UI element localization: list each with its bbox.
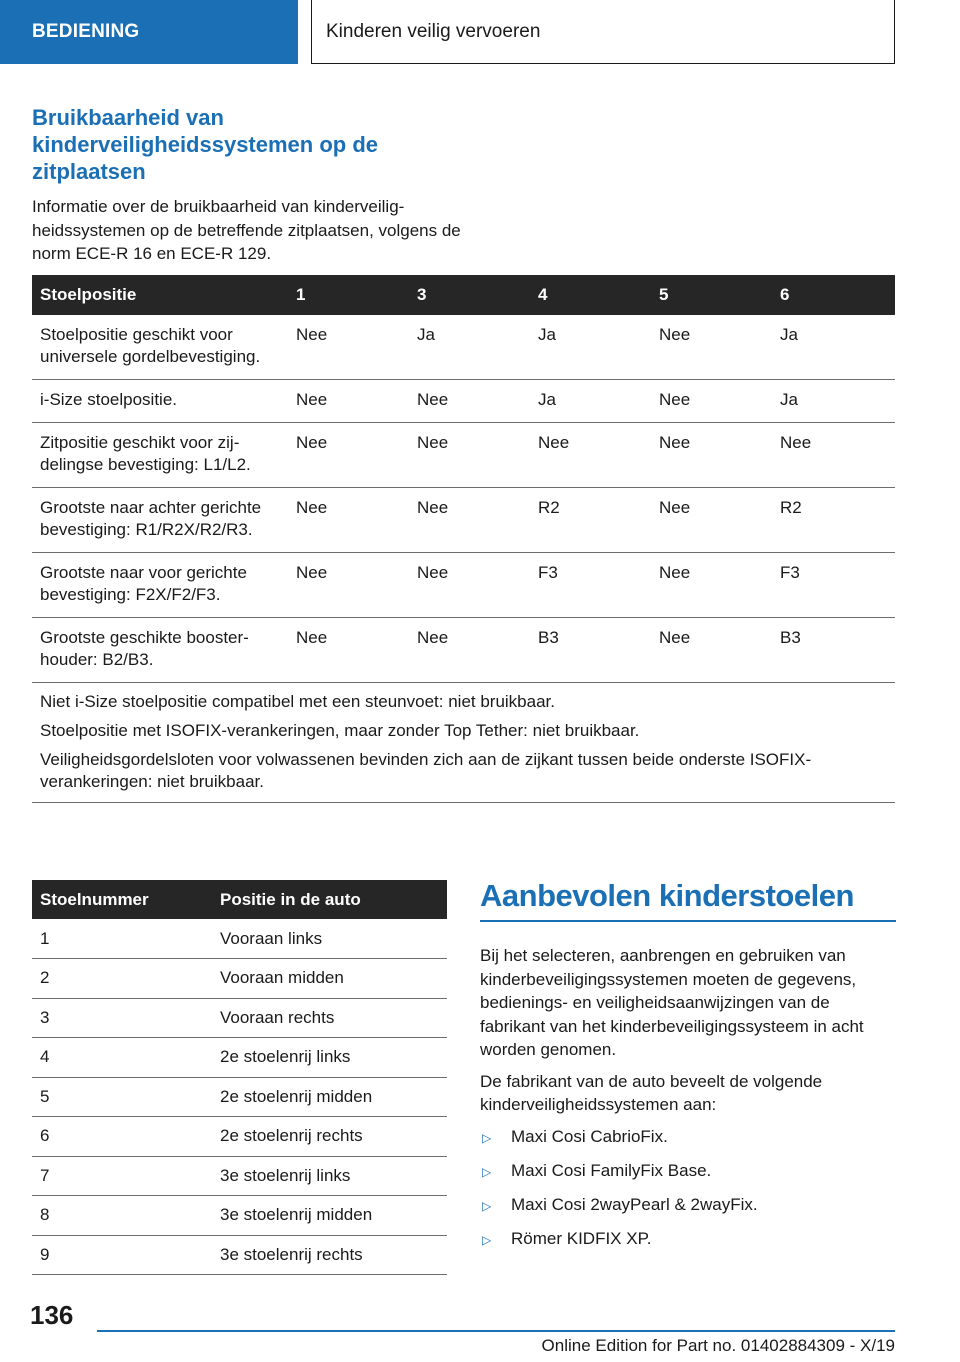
compatibility-table (32, 275, 895, 803)
table-cell: Nee (409, 488, 530, 553)
table-cell: Nee (288, 315, 409, 380)
list-item-text: Maxi Cosi 2wayPearl & 2wayFix. (511, 1194, 758, 1214)
recommended-paragraph: De fabrikant van de auto beveelt de volgende kinderveiligheidssystemen aan: (480, 1071, 823, 1114)
table-row (32, 380, 895, 423)
table-cell: 4 (32, 1038, 212, 1078)
table-cell: 3e stoelenrij rechts (212, 1235, 447, 1275)
list-item (480, 1125, 896, 1151)
table-row (32, 1156, 447, 1196)
column-header: Stoelpositie (32, 275, 288, 315)
table-cell: F3 (772, 553, 895, 618)
table-cell: i-Size stoelpositie. (32, 380, 288, 423)
table-cell: Nee (409, 423, 530, 488)
list-item (480, 1227, 896, 1253)
triangle-right-icon: ▷ (482, 1198, 492, 1213)
table-row (32, 618, 895, 683)
table-cell: Vooraan midden (212, 959, 447, 999)
table-cell: Grootste naar achter gerichte bevestiging: R1/R2X/R2/R3. (32, 488, 288, 553)
table-note: Stoelpositie met ISOFIX-verankeringen, maar zonder Top Tether: niet bruikbaar. (40, 721, 640, 740)
table-cell: 8 (32, 1196, 212, 1236)
table-row (32, 315, 895, 380)
table-cell: Ja (409, 315, 530, 380)
seat-table-header-row (32, 880, 447, 919)
table-row (32, 553, 895, 618)
table-row (32, 1235, 447, 1275)
table-row (32, 919, 447, 959)
column-header: 6 (772, 275, 895, 315)
header-section-label: BEDIENING (0, 0, 298, 64)
table-cell: 2e stoelenrij links (212, 1038, 447, 1078)
triangle-right-icon: ▷ (482, 1164, 492, 1179)
list-item-text: Maxi Cosi CabrioFix. (511, 1126, 668, 1146)
triangle-right-icon: ▷ (482, 1232, 492, 1247)
table-cell: R2 (530, 488, 651, 553)
recommended-section (480, 878, 896, 1261)
table-cell: Nee (288, 553, 409, 618)
table-cell: Zitpositie geschikt voor zijdelingse bevestiging: L1/L2. (32, 423, 288, 488)
page-number: 136 (30, 1300, 74, 1330)
table-cell: Nee (651, 315, 772, 380)
table-cell: 6 (32, 1117, 212, 1157)
table-cell: 2e stoelenrij rechts (212, 1117, 447, 1157)
table-cell: R2 (772, 488, 895, 553)
table-cell: Grootste naar voor gerichte bevestiging: F2X/F2/F3. (32, 553, 288, 618)
table-cell: Nee (409, 618, 530, 683)
column-header: Stoelnummer (32, 880, 212, 919)
column-header: 5 (651, 275, 772, 315)
column-header: 4 (530, 275, 651, 315)
table-notes (32, 683, 895, 803)
table-note: Niet i-Size stoelpositie compatibel met een steunvoet: niet bruikbaar. (40, 692, 555, 711)
table-cell: Ja (530, 380, 651, 423)
table-cell: 2e stoelenrij midden (212, 1077, 447, 1117)
table-cell: F3 (530, 553, 651, 618)
table-cell: Nee (651, 380, 772, 423)
table-cell: Nee (651, 553, 772, 618)
seat-number-table (32, 880, 447, 1275)
table-notes-row (32, 683, 895, 803)
table-row (32, 998, 447, 1038)
header-chapter-title: Kinderen veilig vervoeren (311, 0, 895, 64)
section-intro: Informatie over de bruikbaarheid van kinderveiligheidssystemen op de betreffende zitplaatsen, volgens de norm ECE-R 16 en ECE-R 129. (32, 197, 461, 263)
compatibility-table-header-row (32, 275, 895, 315)
table-cell: Nee (651, 488, 772, 553)
table-cell: Vooraan links (212, 919, 447, 959)
table-row (32, 959, 447, 999)
table-row (32, 423, 895, 488)
list-item-text: Maxi Cosi FamilyFix Base. (511, 1160, 712, 1180)
table-cell: Ja (530, 315, 651, 380)
list-item (480, 1193, 896, 1219)
table-note: Veiligheidsgordelsloten voor volwassenen bevinden zich aan de zijkant tussen beide onderste ISOFIX-verankeringen: niet bruikbaar. (40, 750, 812, 791)
table-cell: Vooraan rechts (212, 998, 447, 1038)
table-row (32, 1117, 447, 1157)
triangle-right-icon: ▷ (482, 1130, 492, 1145)
footer-divider (97, 1330, 895, 1332)
recommended-list (480, 1125, 896, 1253)
recommended-paragraph: Bij het selecteren, aanbrengen en gebruiken van kinderbeveiligingssystemen moeten de gegevens, bedienings- en veiligheidsaanwijzingen van de fabrikant van het kinderbeveiligingssysteem in acht worden genomen. (480, 946, 864, 1059)
table-cell: 1 (32, 919, 212, 959)
table-cell: Nee (288, 618, 409, 683)
table-cell: 5 (32, 1077, 212, 1117)
footer-edition-text: Online Edition for Part no. 01402884309 - X/19 (541, 1336, 895, 1355)
table-cell: Stoelpositie geschikt voor universele gordelbevestiging. (32, 315, 288, 380)
table-cell: 2 (32, 959, 212, 999)
table-cell: Ja (772, 315, 895, 380)
table-row (32, 1077, 447, 1117)
table-cell: Ja (772, 380, 895, 423)
table-cell: 9 (32, 1235, 212, 1275)
table-cell: Nee (409, 553, 530, 618)
table-cell: Nee (651, 423, 772, 488)
table-cell: 3e stoelenrij midden (212, 1196, 447, 1236)
table-cell: Nee (288, 423, 409, 488)
list-item (480, 1159, 896, 1185)
table-row (32, 1038, 447, 1078)
column-header: 1 (288, 275, 409, 315)
table-cell: Nee (409, 380, 530, 423)
column-header: Positie in de auto (212, 880, 447, 919)
list-item-text: Römer KIDFIX XP. (511, 1228, 652, 1248)
table-cell: Nee (772, 423, 895, 488)
table-cell: Grootste geschikte boosterhouder: B2/B3. (32, 618, 288, 683)
table-cell: 3e stoelenrij links (212, 1156, 447, 1196)
table-cell: B3 (772, 618, 895, 683)
table-cell: 3 (32, 998, 212, 1038)
column-header: 3 (409, 275, 530, 315)
table-cell: B3 (530, 618, 651, 683)
section-title: Bruikbaarheid van kinderveiligheidssystemen op de zitplaatsen (32, 105, 379, 184)
recommended-title: Aanbevolen kinderstoelen (480, 878, 896, 922)
table-cell: 7 (32, 1156, 212, 1196)
table-row (32, 1196, 447, 1236)
table-cell: Nee (288, 488, 409, 553)
table-cell: Nee (651, 618, 772, 683)
table-cell: Nee (530, 423, 651, 488)
table-cell: Nee (288, 380, 409, 423)
table-row (32, 488, 895, 553)
